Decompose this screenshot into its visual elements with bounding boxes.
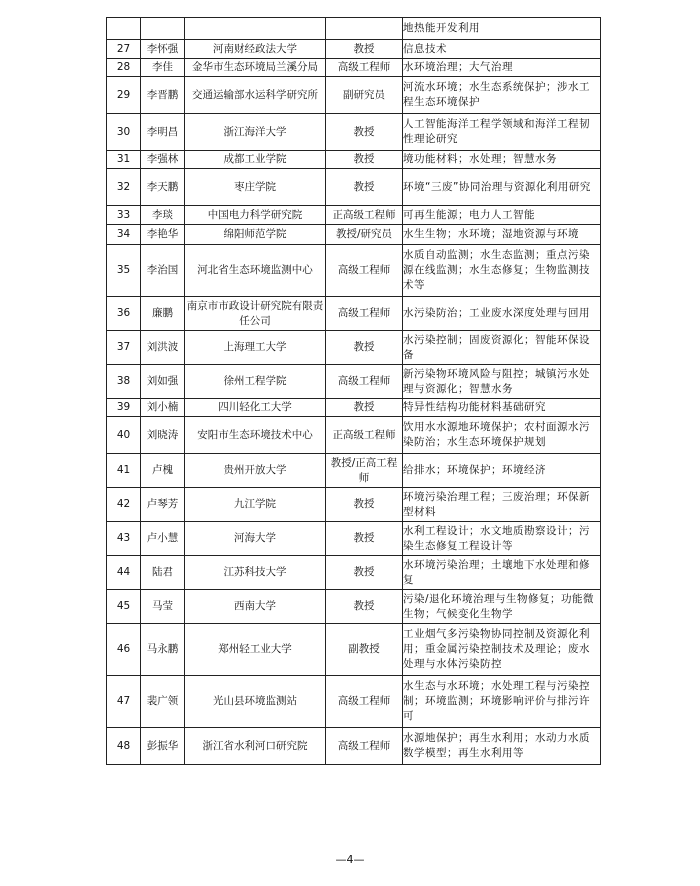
table-row bbox=[107, 18, 601, 40]
row-field: 污染/退化环境治理与生物修复；功能微生物；气候变化生物学 bbox=[403, 590, 601, 624]
row-name: 李强林 bbox=[141, 151, 185, 169]
row-name: 马永鹏 bbox=[141, 624, 185, 676]
row-field: 水生生物；水环境；湿地资源与环境 bbox=[403, 225, 601, 245]
table-row bbox=[107, 206, 601, 225]
row-name: 裴广领 bbox=[141, 676, 185, 728]
row-organization: 浙江省水利河口研究院 bbox=[185, 728, 326, 765]
expert-roster-table bbox=[106, 17, 601, 765]
row-title: 教授 bbox=[326, 556, 403, 590]
row-name: 李晋鹏 bbox=[141, 77, 185, 114]
row-number: 34 bbox=[107, 225, 141, 245]
row-title: 教授 bbox=[326, 522, 403, 556]
row-field: 水质自动监测；水生态监测；重点污染源在线监测；水生态修复；生物监测技术等 bbox=[403, 245, 601, 297]
row-organization: 光山县环境监测站 bbox=[185, 676, 326, 728]
row-title: 高级工程师 bbox=[326, 728, 403, 765]
row-organization: 绵阳师范学院 bbox=[185, 225, 326, 245]
row-title: 教授 bbox=[326, 331, 403, 365]
row-name: 李天鹏 bbox=[141, 169, 185, 206]
row-field: 工业烟气多污染物协同控制及资源化利用；重金属污染控制技术及理论；废水处理与水体污染防控 bbox=[403, 624, 601, 676]
table-row bbox=[107, 676, 601, 728]
row-title: 教授/正高工程师 bbox=[326, 454, 403, 488]
row-number: 36 bbox=[107, 297, 141, 331]
row-organization: 安阳市生态环境技术中心 bbox=[185, 417, 326, 454]
row-organization: 浙江海洋大学 bbox=[185, 114, 326, 151]
row-field: 环境污染治理工程；三废治理；环保新型材料 bbox=[403, 488, 601, 522]
row-title: 教授 bbox=[326, 590, 403, 624]
row-field: 河流水环境；水生态系统保护；涉水工程生态环境保护 bbox=[403, 77, 601, 114]
row-number: 29 bbox=[107, 77, 141, 114]
row-number: 28 bbox=[107, 59, 141, 77]
table-row bbox=[107, 399, 601, 417]
row-title: 教授 bbox=[326, 399, 403, 417]
table-row bbox=[107, 522, 601, 556]
row-title: 教授 bbox=[326, 488, 403, 522]
row-field: 人工智能海洋工程学领域和海洋工程韧性理论研究 bbox=[403, 114, 601, 151]
row-name: 廉鹏 bbox=[141, 297, 185, 331]
row-number: 39 bbox=[107, 399, 141, 417]
row-name: 李明昌 bbox=[141, 114, 185, 151]
row-field: 地热能开发利用 bbox=[403, 18, 601, 40]
row-title: 正高级工程师 bbox=[326, 206, 403, 225]
table-row bbox=[107, 556, 601, 590]
table-row bbox=[107, 624, 601, 676]
row-number: 45 bbox=[107, 590, 141, 624]
table-row bbox=[107, 417, 601, 454]
table-row bbox=[107, 77, 601, 114]
row-field: 环境“三废”协同治理与资源化利用研究 bbox=[403, 169, 601, 206]
row-number bbox=[107, 18, 141, 40]
row-title: 教授 bbox=[326, 40, 403, 59]
row-field: 水环境治理；大气治理 bbox=[403, 59, 601, 77]
row-title bbox=[326, 18, 403, 40]
row-organization: 中国电力科学研究院 bbox=[185, 206, 326, 225]
row-organization: 贵州开放大学 bbox=[185, 454, 326, 488]
row-field: 水源地保护；再生水利用；水动力水质数学模型；再生水利用等 bbox=[403, 728, 601, 765]
row-title: 教授 bbox=[326, 151, 403, 169]
row-number: 42 bbox=[107, 488, 141, 522]
row-organization: 河北省生态环境监测中心 bbox=[185, 245, 326, 297]
row-organization: 上海理工大学 bbox=[185, 331, 326, 365]
row-field: 水污染防治；工业废水深度处理与回用 bbox=[403, 297, 601, 331]
page-number: —4— bbox=[335, 853, 365, 866]
row-field: 新污染物环境风险与阻控；城镇污水处理与资源化；智慧水务 bbox=[403, 365, 601, 399]
row-name: 刘小楠 bbox=[141, 399, 185, 417]
row-name: 刘洪波 bbox=[141, 331, 185, 365]
row-organization: 河海大学 bbox=[185, 522, 326, 556]
row-name: 卢琴芳 bbox=[141, 488, 185, 522]
row-title: 教授 bbox=[326, 114, 403, 151]
row-number: 40 bbox=[107, 417, 141, 454]
table-row bbox=[107, 365, 601, 399]
roster-body bbox=[107, 18, 601, 765]
row-number: 47 bbox=[107, 676, 141, 728]
table-row bbox=[107, 59, 601, 77]
row-organization: 九江学院 bbox=[185, 488, 326, 522]
row-organization: 江苏科技大学 bbox=[185, 556, 326, 590]
row-title: 教授/研究员 bbox=[326, 225, 403, 245]
row-name: 李佳 bbox=[141, 59, 185, 77]
table-row bbox=[107, 590, 601, 624]
table-row bbox=[107, 225, 601, 245]
row-number: 27 bbox=[107, 40, 141, 59]
row-field: 特异性结构功能材料基础研究 bbox=[403, 399, 601, 417]
row-number: 43 bbox=[107, 522, 141, 556]
row-organization: 郑州轻工业大学 bbox=[185, 624, 326, 676]
row-number: 38 bbox=[107, 365, 141, 399]
row-number: 46 bbox=[107, 624, 141, 676]
row-organization: 金华市生态环境局兰溪分局 bbox=[185, 59, 326, 77]
row-organization: 四川轻化工大学 bbox=[185, 399, 326, 417]
row-name: 彭振华 bbox=[141, 728, 185, 765]
row-title: 教授 bbox=[326, 169, 403, 206]
row-organization: 成都工业学院 bbox=[185, 151, 326, 169]
table-row bbox=[107, 331, 601, 365]
row-field: 给排水；环境保护；环境经济 bbox=[403, 454, 601, 488]
table-row bbox=[107, 245, 601, 297]
row-name: 刘晓涛 bbox=[141, 417, 185, 454]
row-title: 高级工程师 bbox=[326, 59, 403, 77]
table-row bbox=[107, 454, 601, 488]
row-organization bbox=[185, 18, 326, 40]
row-number: 32 bbox=[107, 169, 141, 206]
row-title: 高级工程师 bbox=[326, 676, 403, 728]
row-name: 陆君 bbox=[141, 556, 185, 590]
row-number: 48 bbox=[107, 728, 141, 765]
row-title: 高级工程师 bbox=[326, 245, 403, 297]
row-name: 马莹 bbox=[141, 590, 185, 624]
row-number: 44 bbox=[107, 556, 141, 590]
row-field: 饮用水水源地环境保护；农村面源水污染防治；水生态环境保护规划 bbox=[403, 417, 601, 454]
table-row bbox=[107, 297, 601, 331]
row-number: 33 bbox=[107, 206, 141, 225]
row-field: 境功能材料；水处理；智慧水务 bbox=[403, 151, 601, 169]
table-row bbox=[107, 488, 601, 522]
row-organization: 徐州工程学院 bbox=[185, 365, 326, 399]
row-name: 卢小慧 bbox=[141, 522, 185, 556]
row-number: 41 bbox=[107, 454, 141, 488]
row-organization: 交通运输部水运科学研究所 bbox=[185, 77, 326, 114]
row-number: 30 bbox=[107, 114, 141, 151]
row-field: 信息技术 bbox=[403, 40, 601, 59]
row-field: 水污染控制；固废资源化；智能环保设备 bbox=[403, 331, 601, 365]
row-field: 可再生能源；电力人工智能 bbox=[403, 206, 601, 225]
row-organization: 河南财经政法大学 bbox=[185, 40, 326, 59]
row-title: 高级工程师 bbox=[326, 297, 403, 331]
table-row bbox=[107, 169, 601, 206]
row-field: 水利工程设计；水文地质勘察设计；污染生态修复工程设计等 bbox=[403, 522, 601, 556]
row-title: 副研究员 bbox=[326, 77, 403, 114]
row-field: 水环境污染治理；土壤地下水处理和修复 bbox=[403, 556, 601, 590]
row-number: 35 bbox=[107, 245, 141, 297]
row-number: 37 bbox=[107, 331, 141, 365]
row-name: 刘如强 bbox=[141, 365, 185, 399]
table-row bbox=[107, 114, 601, 151]
row-organization: 枣庄学院 bbox=[185, 169, 326, 206]
row-number: 31 bbox=[107, 151, 141, 169]
row-name bbox=[141, 18, 185, 40]
row-field: 水生态与水环境；水处理工程与污染控制；环境监测；环境影响评价与排污许可 bbox=[403, 676, 601, 728]
table-row bbox=[107, 40, 601, 59]
row-name: 卢槐 bbox=[141, 454, 185, 488]
table-row bbox=[107, 151, 601, 169]
row-name: 李艳华 bbox=[141, 225, 185, 245]
row-organization: 西南大学 bbox=[185, 590, 326, 624]
row-organization: 南京市市政设计研究院有限责任公司 bbox=[185, 297, 326, 331]
row-name: 李治国 bbox=[141, 245, 185, 297]
row-title: 正高级工程师 bbox=[326, 417, 403, 454]
row-title: 高级工程师 bbox=[326, 365, 403, 399]
table-row bbox=[107, 728, 601, 765]
row-title: 副教授 bbox=[326, 624, 403, 676]
row-name: 李琰 bbox=[141, 206, 185, 225]
row-name: 李怀强 bbox=[141, 40, 185, 59]
